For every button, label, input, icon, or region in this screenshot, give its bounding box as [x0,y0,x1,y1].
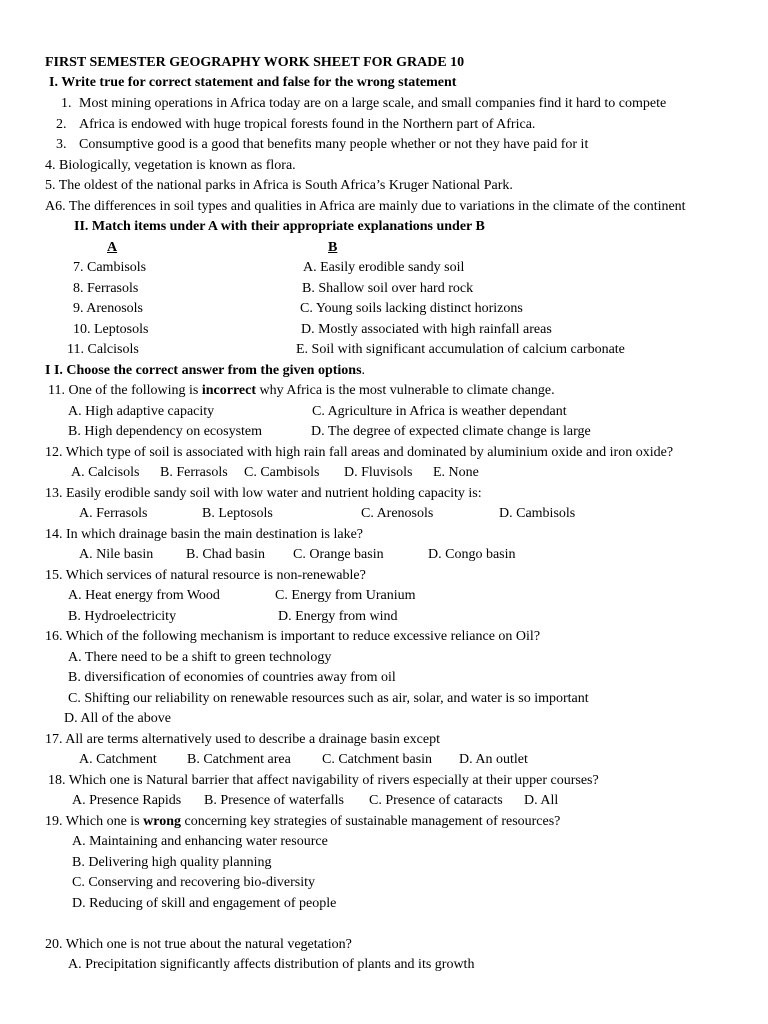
option: B. Ferrasols [160,465,228,480]
option: A. Precipitation significantly affects distribution of plants and its growth [68,957,475,972]
statement-6: A6. The differences in soil types and qualities in Africa are mainly due to variations in the climate of the continent [45,199,686,214]
match-item-b: C. Young soils lacking distinct horizons [300,301,523,316]
option: A. Ferrasols [79,506,148,521]
option: D. An outlet [459,752,528,767]
match-item-a: 9. Arenosols [73,301,143,316]
option: D. Reducing of skill and engagement of people [72,896,337,911]
option: C. Conserving and recovering bio-diversity [72,875,316,890]
question-19 [45,813,560,830]
option: A. Catchment [79,752,157,767]
option: A. Presence Rapids [72,793,182,808]
section-3-heading: I I. Choose the correct answer from the given options [45,363,362,378]
statement-4: 4. Biologically, vegetation is known as flora. [45,158,296,173]
statement-3: Consumptive good is a good that benefits many people whether or not they have paid for it [79,137,589,152]
option: C. Cambisols [244,465,320,480]
section-2-heading: II. Match items under A with their appropriate explanations under B [74,219,485,234]
option: C. Catchment basin [322,752,433,767]
option: C. Energy from Uranium [275,588,416,603]
option: A. Maintaining and enhancing water resource [72,834,328,849]
option: B. Leptosols [202,506,273,521]
option: A. There need to be a shift to green technology [68,650,332,665]
match-item-a: 8. Ferrasols [73,281,139,296]
option: A. Nile basin [79,547,154,562]
option: B. Chad basin [186,547,265,562]
option: C. Orange basin [293,547,384,562]
option: C. Shifting our reliability on renewable resources such as air, solar, and water is so important [68,691,589,706]
statement-2-number: 2. [56,117,67,132]
question-19-text-end: concerning key strategies of sustainable management of resources? [180,814,561,829]
option: A. Calcisols [71,465,140,480]
section-3-heading-period: . [361,363,366,378]
match-item-b: B. Shallow soil over hard rock [302,281,474,296]
question-11 [48,382,555,399]
match-item-b: A. Easily erodible sandy soil [303,260,465,275]
question-19-text-start: 19. Which one is [45,814,144,829]
section-1-heading: I. Write true for correct statement and false for the wrong statement [49,75,457,90]
option: D. All [524,793,559,808]
question-20: 20. Which one is not true about the natural vegetation? [45,937,352,952]
option: D. Cambisols [499,506,576,521]
question-14: 14. In which drainage basin the main destination is lake? [45,527,364,542]
option: C. Presence of cataracts [369,793,503,808]
question-16: 16. Which of the following mechanism is important to reduce excessive reliance on Oil? [45,629,541,644]
option: C. Arenosols [361,506,434,521]
option: D. Energy from wind [278,609,398,624]
option: E. None [433,465,479,480]
column-b-header: B [328,240,338,255]
page-title: FIRST SEMESTER GEOGRAPHY WORK SHEET FOR GRADE 10 [45,55,465,70]
match-item-b: D. Mostly associated with high rainfall areas [301,322,552,337]
match-item-b: E. Soil with significant accumulation of calcium carbonate [296,342,625,357]
option: B. diversification of economies of countries away from oil [68,670,396,685]
question-11-text-start: 11. One of the following is [48,383,202,398]
question-15: 15. Which services of natural resource is non-renewable? [45,568,366,583]
option: B. Presence of waterfalls [204,793,344,808]
statement-1: Most mining operations in Africa today are on a large scale, and small companies find it hard to compete [79,96,667,111]
option: D. Congo basin [428,547,516,562]
question-11-emphasis: incorrect [201,383,257,398]
statement-2: Africa is endowed with huge tropical forests found in the Northern part of Africa. [79,117,536,132]
option: D. The degree of expected climate change is large [311,424,591,439]
statement-5: 5. The oldest of the national parks in Africa is South Africa’s Kruger National Park. [45,178,513,193]
statement-3-number: 3. [56,137,67,152]
option: D. Fluvisols [344,465,413,480]
section-3-heading-line [45,362,365,379]
question-18: 18. Which one is Natural barrier that affect navigability of rivers especially at their upper courses? [48,773,599,788]
question-12: 12. Which type of soil is associated with high rain fall areas and dominated by aluminium oxide and iron oxide? [45,445,674,460]
match-item-a: 7. Cambisols [73,260,147,275]
column-a-header: A [107,240,118,255]
option: B. Catchment area [187,752,291,767]
question-17: 17. All are terms alternatively used to describe a drainage basin except [45,732,440,747]
option: C. Agriculture in Africa is weather dependant [312,404,567,419]
question-11-text-end: why Africa is the most vulnerable to climate change. [256,383,555,398]
option: D. All of the above [64,711,171,726]
question-13: 13. Easily erodible sandy soil with low water and nutrient holding capacity is: [45,486,482,501]
statement-1-number: 1. [61,96,72,111]
option: A. High adaptive capacity [68,404,215,419]
option: B. Hydroelectricity [68,609,177,624]
question-19-emphasis: wrong [143,814,181,829]
option: B. High dependency on ecosystem [68,424,263,439]
match-item-a: 11. Calcisols [67,342,139,357]
option: A. Heat energy from Wood [68,588,220,603]
match-item-a: 10. Leptosols [73,322,149,337]
option: B. Delivering high quality planning [72,855,272,870]
